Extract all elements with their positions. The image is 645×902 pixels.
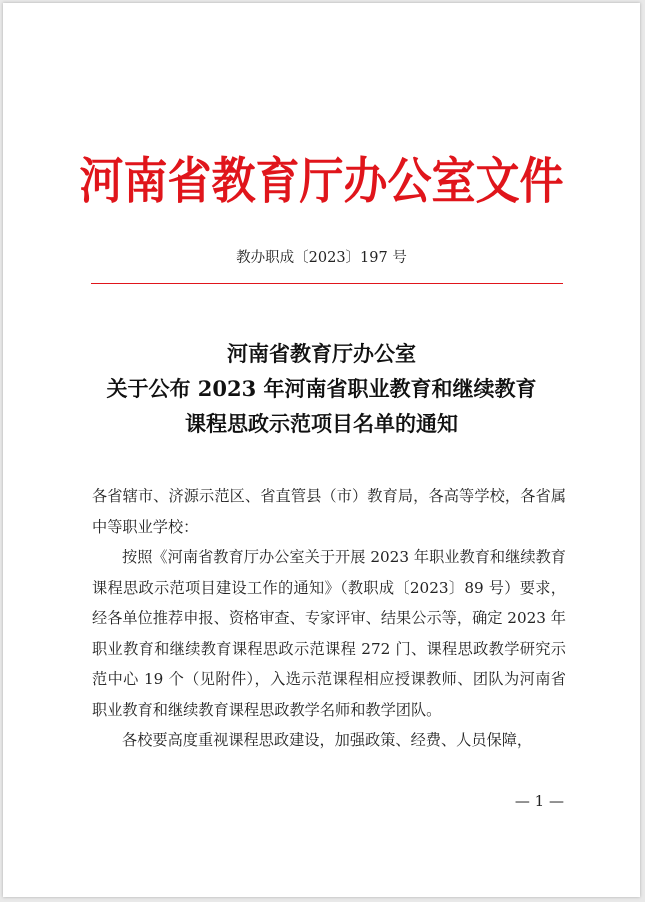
document-number: 教办职成〔2023〕197 号 xyxy=(236,250,407,266)
body-paragraph-2: 各校要高度重视课程思政建设，加强政策、经费、人员保障， xyxy=(122,731,533,749)
document-header-title: 河南省教育厅办公室文件 xyxy=(79,153,564,211)
notice-title-line-1: 河南省教育厅办公室 xyxy=(227,341,416,366)
recipients-paragraph: 各省辖市、济源示范区、省直管县（市）教育局，各高等学校，各省属中等职业学校： xyxy=(92,487,566,536)
page-number: — 1 — xyxy=(514,792,564,810)
body-paragraph-1: 按照《河南省教育厅办公室关于开展 2023 年职业教育和继续教育课程思政示范项目建设工作的通知》（教职成〔2023〕89 号）要求，经各单位推荐申报、资格审查、专家评审、结果公示等，确定 2023 年职业教育和继续教育课程思政示范课程 272 门、课程思政教学研究示范中心 19 个（见附件），入选示范课程相应授课教师、团队为河南省职业教育和继续教育课程思政教学名师和教学团队。 xyxy=(92,548,566,719)
notice-title xyxy=(3,336,640,441)
notice-title-line-2: 关于公布 2023 年河南省职业教育和继续教育 xyxy=(106,376,537,401)
notice-title-line-3: 课程思政示范项目名单的通知 xyxy=(185,411,458,436)
notice-body xyxy=(92,481,566,756)
red-divider-line xyxy=(91,283,563,284)
document-page xyxy=(3,3,640,897)
